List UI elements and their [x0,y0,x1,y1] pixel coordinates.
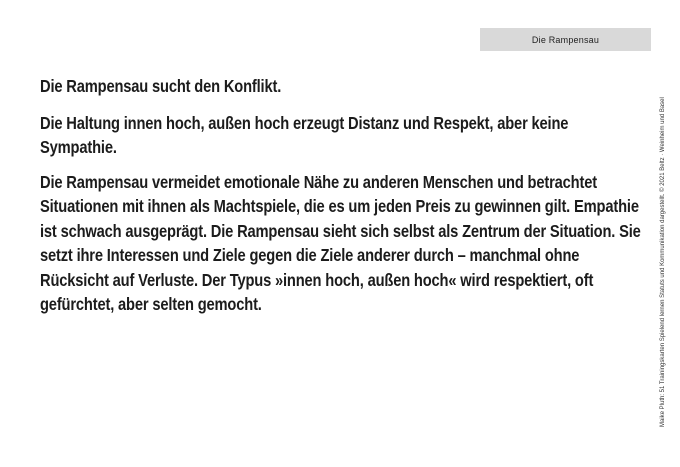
card-text [40,74,642,329]
section-label: Die Rampensau [531,34,600,45]
paragraph-attitude: Die Haltung innen hoch, außen hoch erzeugt Distanz und Respekt, aber keine Sympathie. [40,112,569,157]
copyright-credit: Maike Pluth: 51 Trainingskarten Spielend lernen Statuts und Kommunikation dargestellt. © 2021 Beltz · Weinheim und Basel [660,97,666,427]
section-tab [480,28,651,51]
paragraph-intro: Die Rampensau sucht den Konflikt. [40,76,282,96]
paragraph-description: Die Rampensau vermeidet emotionale Nähe zu anderen Menschen und betrachtet Situationen mit ihnen als Machtspiele, die es um jeden Preis zu gewinnen gilt. Empathie ist schwach ausgeprägt. Die Rampensau sieht sich selbst als Zentrum der Situation. Sie setzt ihre Interessen und Ziele gegen die Ziele anderer durch – manchmal ohne Rücksicht auf Verluste. Der Typus »innen hoch, außen hoch« wird respektiert, oft gefürchtet, aber selten gemocht. [40,171,641,314]
